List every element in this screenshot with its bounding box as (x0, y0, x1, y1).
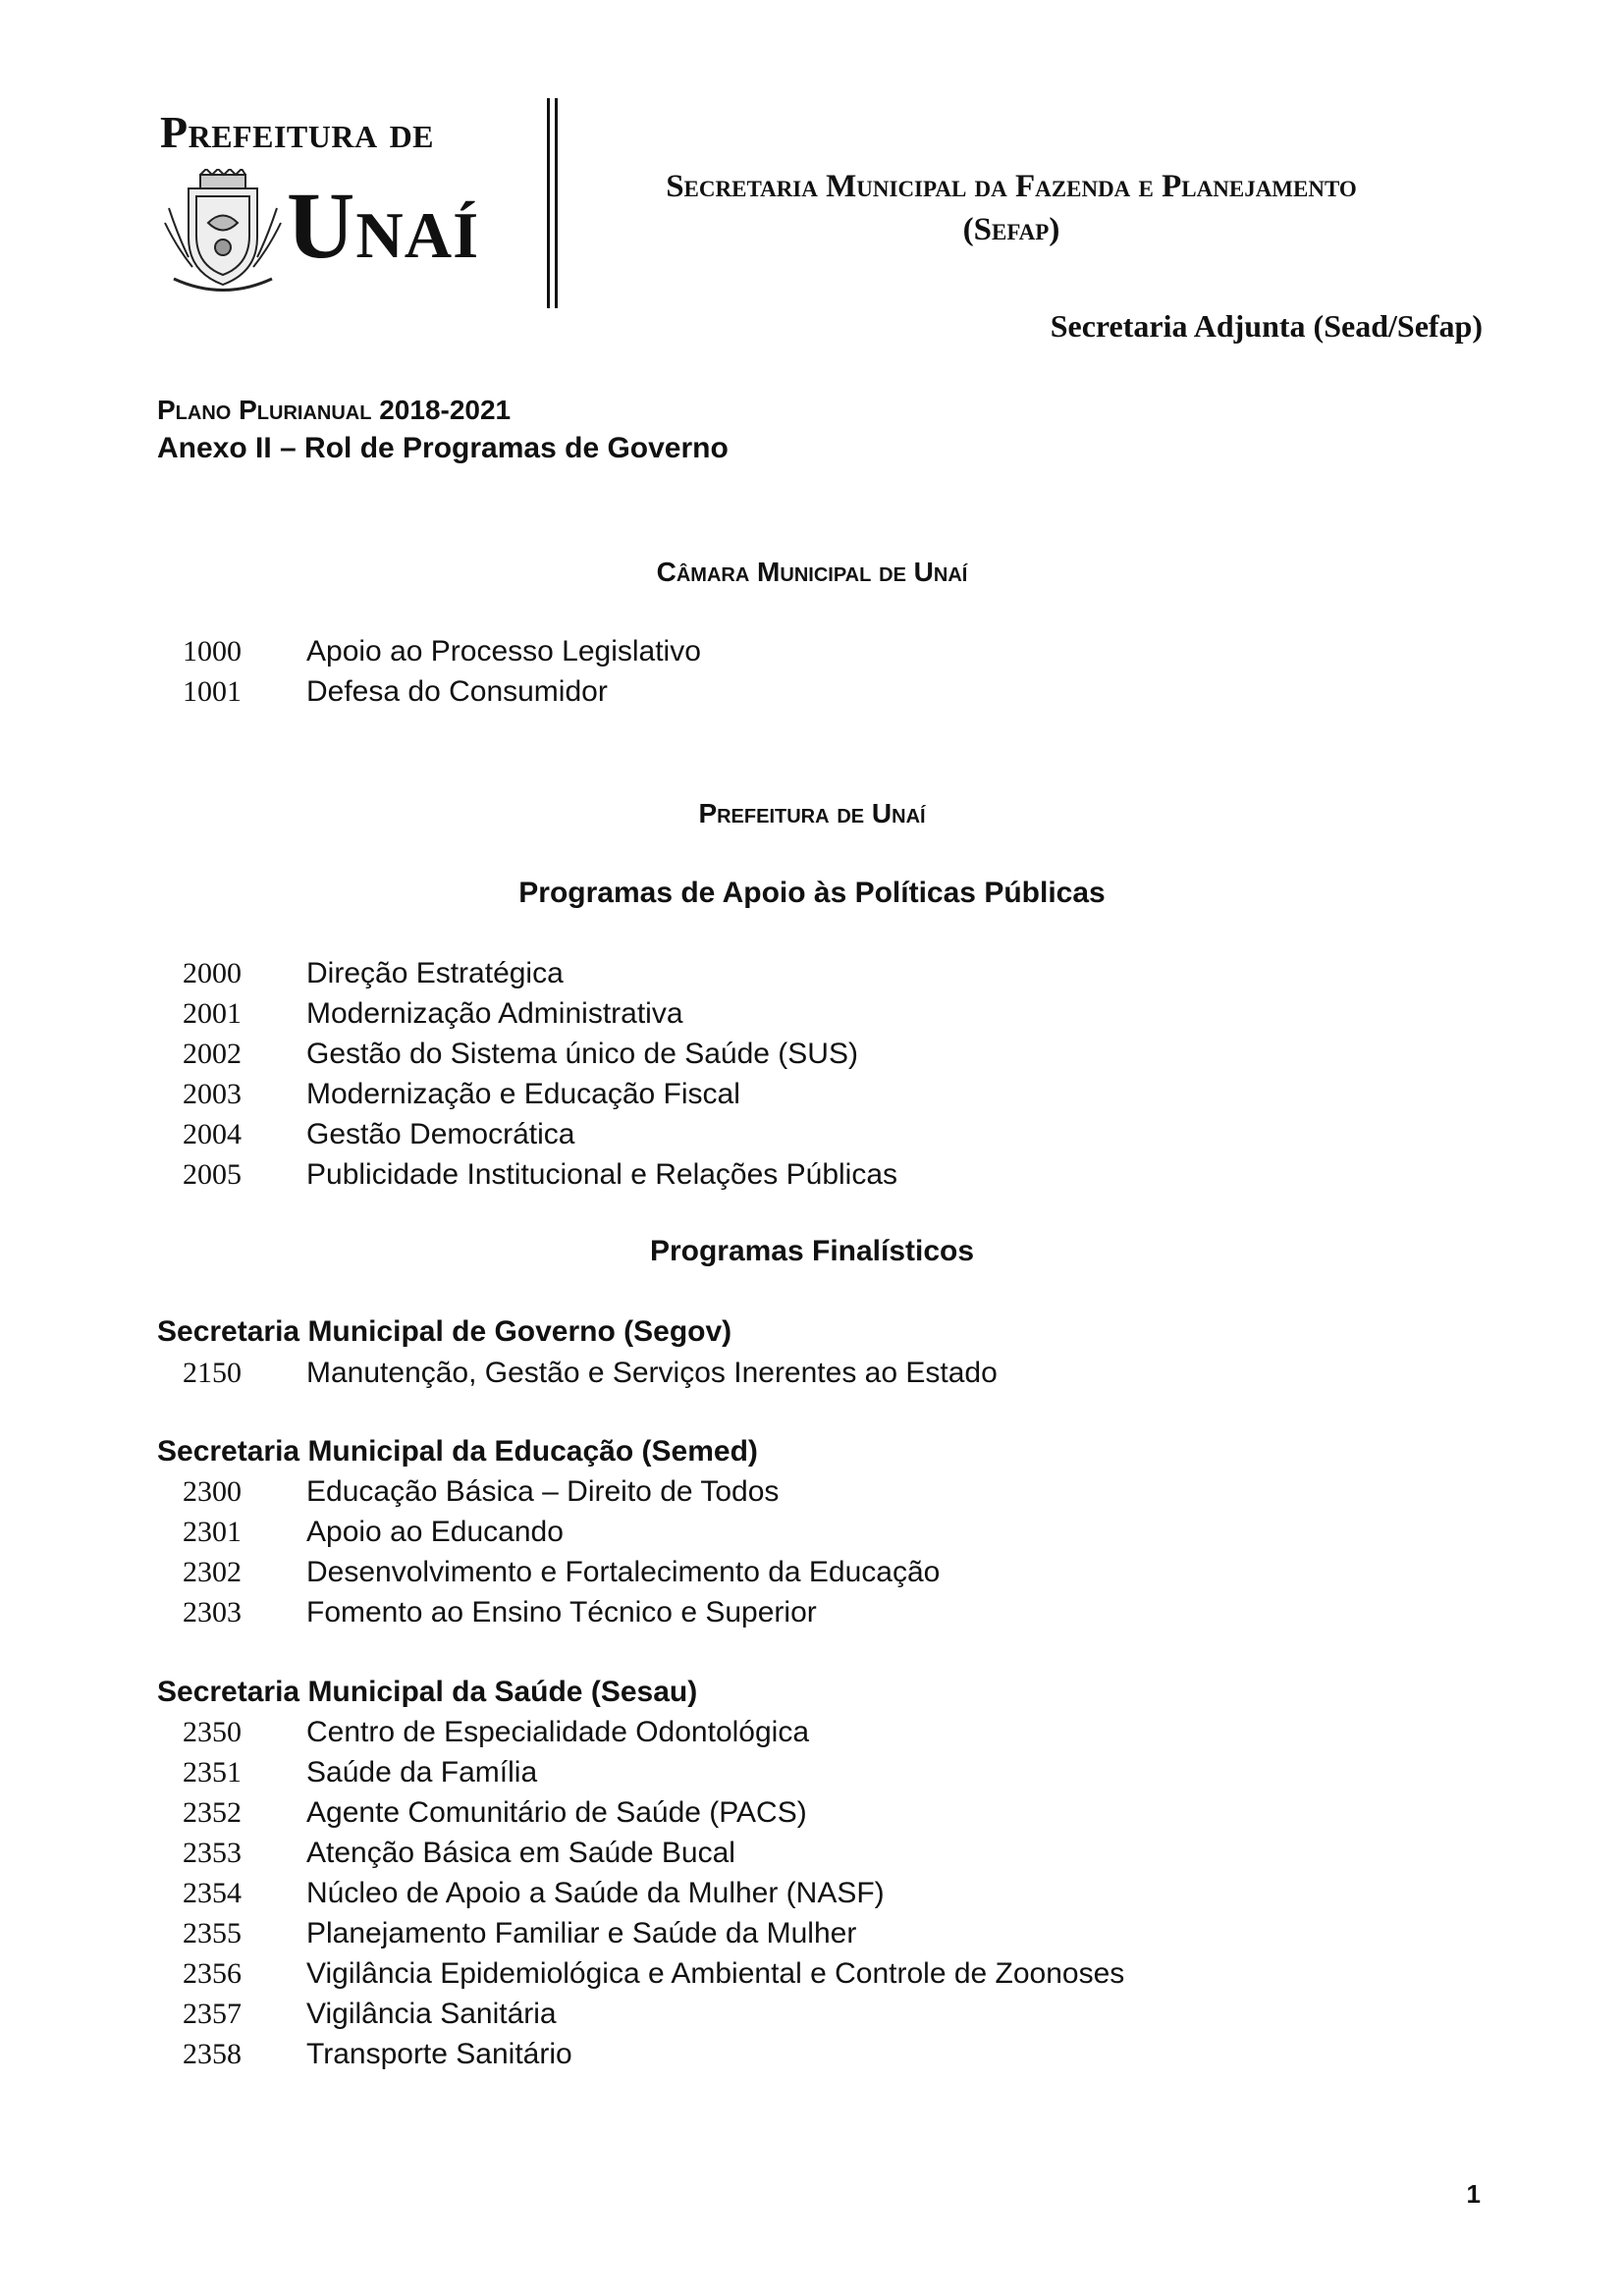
program-name: Manutenção, Gestão e Serviços Inerentes ao Estado (306, 1357, 998, 1389)
logo-title-line1: Prefeitura de (160, 107, 435, 157)
program-name: Publicidade Institucional e Relações Públicas (306, 1158, 898, 1191)
finalisticos-heading: Programas Finalísticos (649, 1235, 975, 1267)
list-item (183, 1877, 1124, 1917)
logo-title-line2: Unaí (287, 173, 480, 278)
list-item (183, 957, 897, 997)
program-name: Atenção Básica em Saúde Bucal (306, 1837, 735, 1869)
program-name: Direção Estratégica (306, 957, 564, 989)
program-name: Transporte Sanitário (306, 2038, 572, 2070)
header-divider (547, 98, 550, 308)
program-code: 2300 (183, 1475, 242, 1508)
list-item (183, 1957, 1124, 1998)
program-name: Centro de Especialidade Odontológica (306, 1716, 810, 1748)
segov-program-list (183, 1357, 998, 1397)
program-name: Desenvolvimento e Fortalecimento da Educação (306, 1556, 941, 1588)
program-name: Educação Básica – Direito de Todos (306, 1475, 780, 1508)
secretaria-title-line2: (Sefap) (962, 212, 1060, 247)
program-code: 2005 (183, 1158, 242, 1191)
program-code: 1000 (183, 635, 242, 667)
list-item (183, 2038, 1124, 2078)
secretaria-title-line1: Secretaria Municipal da Fazenda e Planejamento (666, 169, 1357, 204)
program-name: Apoio ao Educando (306, 1516, 564, 1548)
semed-program-list (183, 1475, 940, 1636)
program-code: 2358 (183, 2038, 242, 2070)
program-code: 2302 (183, 1556, 242, 1588)
page-number: 1 (1466, 2179, 1481, 2209)
program-code: 2355 (183, 1917, 242, 1949)
header-divider-2 (555, 98, 558, 308)
program-code: 2351 (183, 1756, 242, 1789)
program-name: Núcleo de Apoio a Saúde da Mulher (NASF) (306, 1877, 885, 1909)
secretaria-sesau-title: Secretaria Municipal da Saúde (Sesau) (157, 1676, 698, 1708)
program-name: Fomento ao Ensino Técnico e Superior (306, 1596, 817, 1629)
program-code: 2350 (183, 1716, 242, 1748)
program-name: Gestão do Sistema único de Saúde (SUS) (306, 1038, 858, 1070)
program-name: Saúde da Família (306, 1756, 538, 1789)
plan-title: Plano Plurianual 2018-2021 (157, 395, 512, 425)
list-item (183, 1998, 1124, 2038)
list-item (183, 1556, 940, 1596)
list-item (183, 1118, 897, 1158)
camara-program-list (183, 635, 701, 716)
list-item (183, 1516, 940, 1556)
program-code: 2001 (183, 997, 242, 1030)
program-name: Vigilância Sanitária (306, 1998, 557, 2030)
program-code: 2303 (183, 1596, 242, 1629)
apoio-heading: Programas de Apoio às Políticas Públicas (518, 877, 1106, 909)
program-name: Planejamento Familiar e Saúde da Mulher (306, 1917, 857, 1949)
secretaria-adjunta: Secretaria Adjunta (Sead/Sefap) (1050, 308, 1483, 344)
apoio-program-list (183, 957, 897, 1199)
list-item (183, 1158, 897, 1199)
list-item (183, 635, 701, 675)
prefeitura-heading: Prefeitura de Unaí (698, 798, 926, 828)
secretaria-segov-title: Secretaria Municipal de Governo (Segov) (157, 1315, 732, 1348)
list-item (183, 1596, 940, 1636)
annex-title: Anexo II – Rol de Programas de Governo (157, 432, 729, 464)
list-item (183, 1078, 897, 1118)
program-name: Modernização Administrativa (306, 997, 683, 1030)
list-item (183, 1357, 998, 1397)
program-name: Defesa do Consumidor (306, 675, 608, 708)
program-code: 2357 (183, 1998, 242, 2030)
program-code: 1001 (183, 675, 242, 708)
list-item (183, 1716, 1124, 1756)
camara-heading: Câmara Municipal de Unaí (656, 557, 968, 587)
list-item (183, 1038, 897, 1078)
program-code: 2003 (183, 1078, 242, 1110)
list-item (183, 1837, 1124, 1877)
list-item (183, 1475, 940, 1516)
list-item (183, 1796, 1124, 1837)
program-code: 2150 (183, 1357, 242, 1389)
coat-of-arms-icon (159, 169, 287, 296)
list-item (183, 675, 701, 716)
program-code: 2000 (183, 957, 242, 989)
secretaria-title (609, 165, 1414, 251)
program-code: 2004 (183, 1118, 242, 1150)
program-code: 2356 (183, 1957, 242, 1990)
program-code: 2354 (183, 1877, 242, 1909)
program-code: 2301 (183, 1516, 242, 1548)
list-item (183, 1756, 1124, 1796)
program-name: Gestão Democrática (306, 1118, 575, 1150)
sesau-program-list (183, 1716, 1124, 2078)
program-code: 2002 (183, 1038, 242, 1070)
list-item (183, 997, 897, 1038)
secretaria-semed-title: Secretaria Municipal da Educação (Semed) (157, 1435, 758, 1468)
program-code: 2353 (183, 1837, 242, 1869)
program-name: Modernização e Educação Fiscal (306, 1078, 740, 1110)
program-code: 2352 (183, 1796, 242, 1829)
program-name: Vigilância Epidemiológica e Ambiental e Controle de Zoonoses (306, 1957, 1125, 1990)
program-name: Apoio ao Processo Legislativo (306, 635, 701, 667)
program-name: Agente Comunitário de Saúde (PACS) (306, 1796, 807, 1829)
list-item (183, 1917, 1124, 1957)
